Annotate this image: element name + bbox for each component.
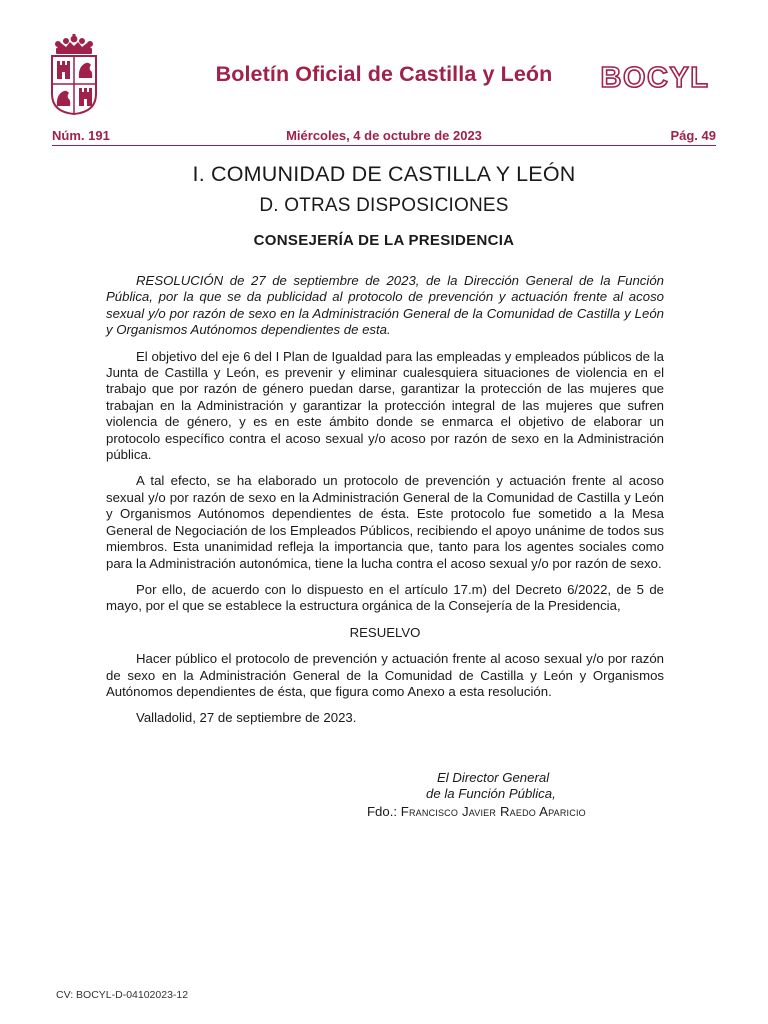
- header-divider: [52, 145, 716, 146]
- issue-number: Núm. 191: [52, 128, 110, 143]
- bulletin-title: Boletín Oficial de Castilla y León: [215, 62, 553, 86]
- resolution-summary: RESOLUCIÓN de 27 de septiembre de 2023, de la Dirección General de la Función Pública, por la que se da publicidad al protocolo de prevención y actuación frente al acoso sexual y/o por razón de sexo en la Administración General de la Comunidad de Castilla y León y Organismos Autónomos dependientes de esta.: [106, 273, 664, 338]
- page-number: Pág. 49: [670, 128, 716, 143]
- body-paragraph: Por ello, de acuerdo con lo dispuesto en el artículo 17.m) del Decreto 6/2022, de 5 de mayo, por el que se establece la estructura orgánica de la Consejería de la Presidencia,: [106, 581, 664, 614]
- verification-code: CV: BOCYL-D-04102023-12: [56, 989, 189, 1001]
- section-title: I. COMUNIDAD DE CASTILLA Y LEÓN: [192, 162, 576, 186]
- resuelvo-heading: RESUELVO: [349, 624, 421, 640]
- signed-by: [367, 804, 586, 820]
- place-date: Valladolid, 27 de septiembre de 2023.: [136, 710, 357, 726]
- signed-prefix: Fdo.:: [367, 804, 401, 819]
- svg-text:BOCYL: BOCYL: [600, 62, 710, 92]
- department-title: CONSEJERÍA DE LA PRESIDENCIA: [253, 232, 515, 249]
- body-paragraph: Hacer público el protocolo de prevención y actuación frente al acoso sexual y/o por razón de sexo en la Administración General de la Comunidad de Castilla y León y Organismos Autónomos dependientes de ésta, que figura como Anexo a esta resolución.: [106, 651, 664, 699]
- issue-date: Miércoles, 4 de octubre de 2023: [286, 128, 482, 143]
- subsection-title: D. OTRAS DISPOSICIONES: [259, 195, 509, 216]
- body-paragraph: El objetivo del eje 6 del I Plan de Igualdad para las empleadas y empleados públicos de la Junta de Castilla y León, es prevenir y eliminar cualesquiera situaciones de violencia en el trabajo que por razón de género puedan darse, garantizar la protección de las mujeres que trabajan en la Administración y garantizar la protección integral de las mujeres que sufren violencia de género, y es en este ámbito donde se enmarca el objetivo de elaborar un protocolo específico contra el acoso sexual y/o acoso por razón de sexo en la Administración pública.: [106, 348, 664, 463]
- bocyl-logo: [592, 62, 718, 92]
- document-body: [106, 273, 664, 737]
- body-paragraph: A tal efecto, se ha elaborado un protocolo de prevención y actuación frente al acoso sexual y/o por razón de sexo en la Administración General de la Comunidad de Castilla y León y Organismos Autónomos dependientes de ésta. Este protocolo fue sometido a la Mesa General de Negociación de los Empleados Públicos, recibiendo el apoyo unánime de todos sus miembros. Esta unanimidad refleja la importancia que, tanto para los agentes sociales como para la Administración autonómica, tiene la lucha contra el acoso sexual y/o por razón de sexo.: [106, 473, 664, 571]
- signer-name: Francisco Javier Raedo Aparicio: [400, 804, 586, 819]
- issue-meta-row: [52, 128, 716, 146]
- signer-role-line1: El Director General: [437, 770, 550, 785]
- signer-role-line2: de la Función Pública,: [426, 786, 556, 801]
